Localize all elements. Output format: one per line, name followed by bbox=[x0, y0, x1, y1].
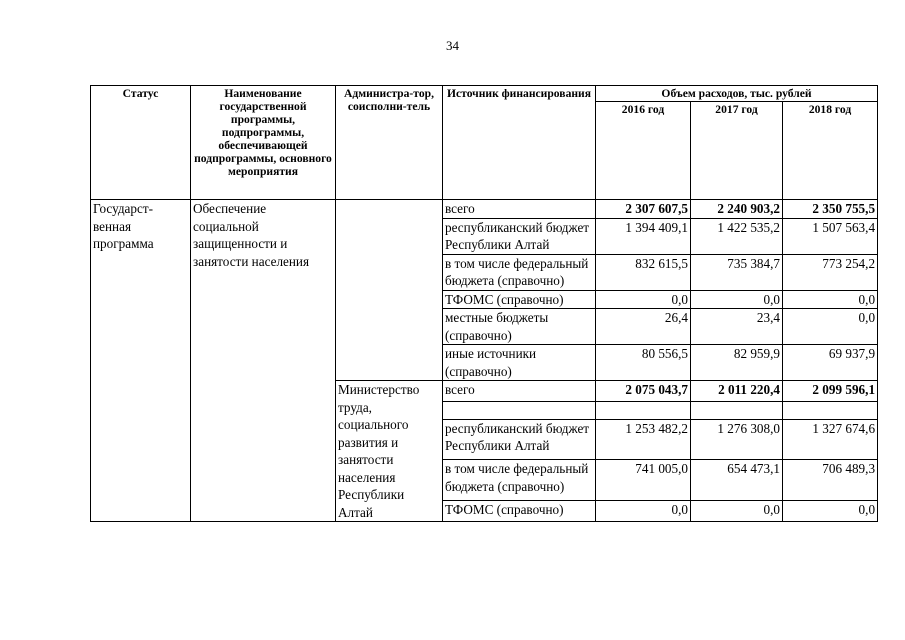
value-2018: 69 937,9 bbox=[783, 345, 878, 381]
value-2016: 741 005,0 bbox=[596, 460, 691, 501]
value-2018: 0,0 bbox=[783, 309, 878, 345]
value-2017: 1 276 308,0 bbox=[691, 419, 783, 460]
source-cell-empty bbox=[443, 401, 596, 419]
header-admin: Администра-тор, соисполни-тель bbox=[336, 86, 443, 200]
header-source: Источник финансирования bbox=[443, 86, 596, 200]
source-cell: в том числе федеральный бюджета (справочно) bbox=[443, 254, 596, 290]
program-name-cell: Обеспечение социальной защищенности и занятости населения bbox=[191, 200, 336, 522]
value-2016: 2 307 607,5 bbox=[596, 200, 691, 219]
source-cell: всего bbox=[443, 200, 596, 219]
value-2017: 0,0 bbox=[691, 501, 783, 522]
value-2016: 1 394 409,1 bbox=[596, 218, 691, 254]
value-empty bbox=[783, 401, 878, 419]
value-2018: 1 507 563,4 bbox=[783, 218, 878, 254]
source-cell: республиканский бюджет Республики Алтай bbox=[443, 218, 596, 254]
value-2017: 82 959,9 bbox=[691, 345, 783, 381]
source-cell: ТФОМС (справочно) bbox=[443, 290, 596, 309]
value-empty bbox=[596, 401, 691, 419]
value-2017: 2 240 903,2 bbox=[691, 200, 783, 219]
source-cell: республиканский бюджет Республики Алтай bbox=[443, 419, 596, 460]
value-empty bbox=[691, 401, 783, 419]
table-row bbox=[91, 200, 878, 219]
value-2017: 0,0 bbox=[691, 290, 783, 309]
source-cell: ТФОМС (справочно) bbox=[443, 501, 596, 522]
value-2018: 0,0 bbox=[783, 290, 878, 309]
header-name: Наименование государственной программы, подпрограммы, обеспечивающей подпрограммы, основного мероприятия bbox=[191, 86, 336, 200]
source-cell: всего bbox=[443, 381, 596, 402]
value-2017: 2 011 220,4 bbox=[691, 381, 783, 402]
value-2017: 1 422 535,2 bbox=[691, 218, 783, 254]
value-2016: 80 556,5 bbox=[596, 345, 691, 381]
value-2016: 832 615,5 bbox=[596, 254, 691, 290]
source-cell: в том числе федеральный бюджета (справочно) bbox=[443, 460, 596, 501]
value-2018: 773 254,2 bbox=[783, 254, 878, 290]
header-year-2018: 2018 год bbox=[783, 102, 878, 200]
value-2018: 2 099 596,1 bbox=[783, 381, 878, 402]
value-2016: 1 253 482,2 bbox=[596, 419, 691, 460]
value-2018: 0,0 bbox=[783, 501, 878, 522]
header-year-2017: 2017 год bbox=[691, 102, 783, 200]
status-cell: Государст-венная программа bbox=[91, 200, 191, 522]
source-cell: местные бюджеты (справочно) bbox=[443, 309, 596, 345]
header-volume: Объем расходов, тыс. рублей bbox=[596, 86, 878, 102]
value-2017: 654 473,1 bbox=[691, 460, 783, 501]
source-cell: иные источники (справочно) bbox=[443, 345, 596, 381]
value-2018: 1 327 674,6 bbox=[783, 419, 878, 460]
value-2018: 2 350 755,5 bbox=[783, 200, 878, 219]
admin-cell-empty bbox=[336, 200, 443, 381]
header-row bbox=[91, 86, 878, 102]
budget-table bbox=[90, 85, 878, 522]
value-2016: 2 075 043,7 bbox=[596, 381, 691, 402]
header-status: Статус bbox=[91, 86, 191, 200]
value-2016: 0,0 bbox=[596, 501, 691, 522]
value-2017: 23,4 bbox=[691, 309, 783, 345]
admin-cell: Министерство труда, социального развития и занятости населения Республики Алтай bbox=[336, 381, 443, 522]
value-2018: 706 489,3 bbox=[783, 460, 878, 501]
value-2017: 735 384,7 bbox=[691, 254, 783, 290]
page-number: 34 bbox=[446, 38, 459, 53]
value-2016: 0,0 bbox=[596, 290, 691, 309]
header-year-2016: 2016 год bbox=[596, 102, 691, 200]
value-2016: 26,4 bbox=[596, 309, 691, 345]
